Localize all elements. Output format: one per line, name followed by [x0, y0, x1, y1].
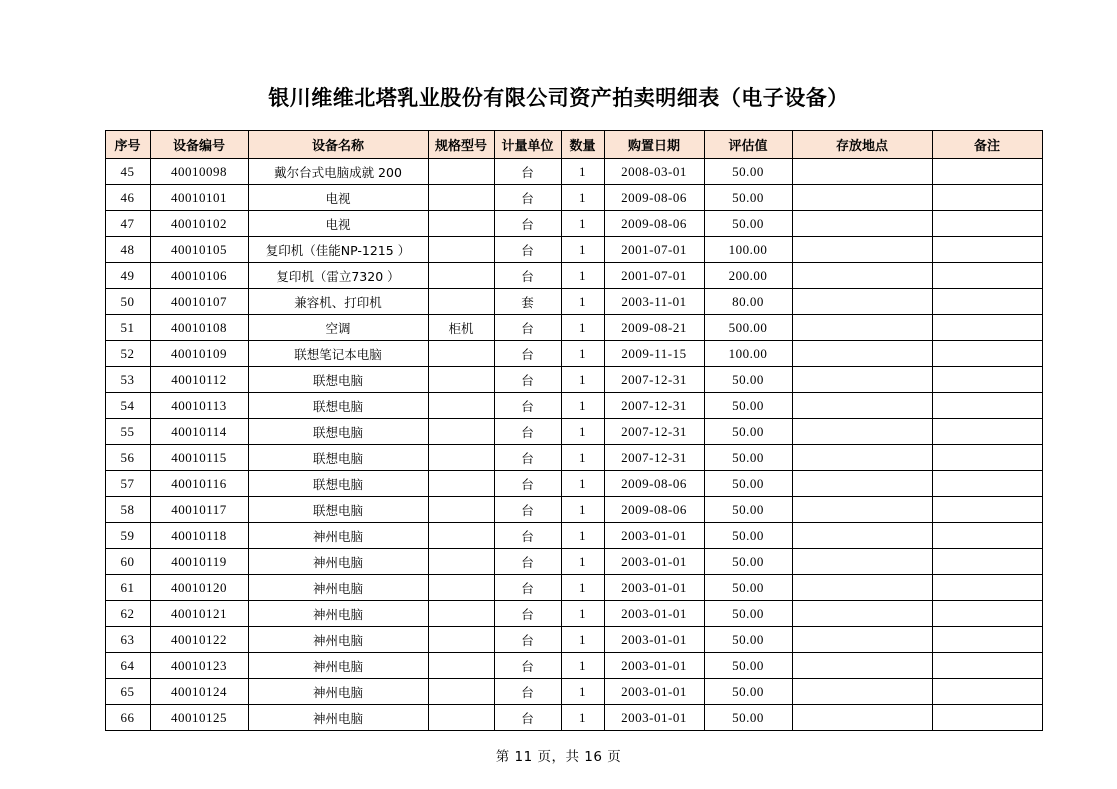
column-header-unit: 计量单位: [494, 131, 561, 159]
cell-index: 57: [105, 471, 150, 497]
cell-qty: 1: [561, 393, 604, 419]
cell-unit: 台: [494, 237, 561, 263]
table-row: [105, 185, 1042, 211]
cell-unit: 台: [494, 549, 561, 575]
cell-name: 电视: [248, 211, 428, 237]
cell-qty: 1: [561, 679, 604, 705]
column-header-value: 评估值: [704, 131, 792, 159]
cell-unit: 台: [494, 315, 561, 341]
cell-value: 50.00: [704, 653, 792, 679]
cell-name: 神州电脑: [248, 601, 428, 627]
cell-unit: 台: [494, 705, 561, 731]
cell-name: 复印机（佳能NP-1215 ）: [248, 237, 428, 263]
cell-index: 58: [105, 497, 150, 523]
cell-spec: [428, 445, 494, 471]
cell-remark: [932, 705, 1042, 731]
cell-code: 40010121: [150, 601, 248, 627]
cell-spec: [428, 497, 494, 523]
cell-code: 40010120: [150, 575, 248, 601]
table-row: [105, 263, 1042, 289]
cell-value: 50.00: [704, 705, 792, 731]
table-row: [105, 523, 1042, 549]
cell-unit: 台: [494, 445, 561, 471]
cell-spec: [428, 523, 494, 549]
cell-date: 2009-08-06: [604, 471, 704, 497]
cell-date: 2009-11-15: [604, 341, 704, 367]
table-row: [105, 549, 1042, 575]
cell-unit: 台: [494, 627, 561, 653]
cell-code: 40010125: [150, 705, 248, 731]
cell-value: 200.00: [704, 263, 792, 289]
cell-spec: [428, 341, 494, 367]
cell-value: 50.00: [704, 185, 792, 211]
cell-code: 40010108: [150, 315, 248, 341]
cell-name: 联想电脑: [248, 445, 428, 471]
cell-place: [792, 705, 932, 731]
cell-index: 50: [105, 289, 150, 315]
cell-code: 40010101: [150, 185, 248, 211]
cell-qty: 1: [561, 523, 604, 549]
cell-code: 40010123: [150, 653, 248, 679]
cell-name: 神州电脑: [248, 575, 428, 601]
cell-spec: [428, 289, 494, 315]
cell-index: 46: [105, 185, 150, 211]
cell-name: 神州电脑: [248, 653, 428, 679]
cell-index: 65: [105, 679, 150, 705]
cell-index: 47: [105, 211, 150, 237]
table-row: [105, 315, 1042, 341]
table-header-row: [105, 131, 1042, 159]
cell-spec: [428, 679, 494, 705]
cell-name: 联想电脑: [248, 471, 428, 497]
cell-value: 50.00: [704, 211, 792, 237]
cell-name: 复印机（雷立7320 ）: [248, 263, 428, 289]
cell-remark: [932, 445, 1042, 471]
column-header-place: 存放地点: [792, 131, 932, 159]
cell-qty: 1: [561, 549, 604, 575]
cell-qty: 1: [561, 159, 604, 185]
cell-qty: 1: [561, 367, 604, 393]
cell-place: [792, 289, 932, 315]
cell-place: [792, 601, 932, 627]
table-row: [105, 341, 1042, 367]
table-row: [105, 419, 1042, 445]
cell-spec: [428, 575, 494, 601]
cell-remark: [932, 185, 1042, 211]
cell-index: 52: [105, 341, 150, 367]
cell-value: 50.00: [704, 601, 792, 627]
cell-name: 兼容机、打印机: [248, 289, 428, 315]
page-title: 银川维维北塔乳业股份有限公司资产拍卖明细表（电子设备）: [268, 86, 849, 110]
cell-unit: 台: [494, 341, 561, 367]
cell-qty: 1: [561, 497, 604, 523]
cell-value: 50.00: [704, 575, 792, 601]
cell-name: 神州电脑: [248, 705, 428, 731]
cell-name: 联想电脑: [248, 419, 428, 445]
cell-remark: [932, 497, 1042, 523]
cell-value: 50.00: [704, 627, 792, 653]
cell-index: 60: [105, 549, 150, 575]
cell-date: 2003-01-01: [604, 653, 704, 679]
cell-qty: 1: [561, 601, 604, 627]
cell-value: 50.00: [704, 549, 792, 575]
cell-name: 神州电脑: [248, 627, 428, 653]
cell-date: 2003-01-01: [604, 523, 704, 549]
table-row: [105, 289, 1042, 315]
cell-place: [792, 419, 932, 445]
cell-name: 空调: [248, 315, 428, 341]
cell-qty: 1: [561, 263, 604, 289]
cell-remark: [932, 159, 1042, 185]
cell-value: 50.00: [704, 445, 792, 471]
cell-value: 50.00: [704, 523, 792, 549]
column-header-index: 序号: [105, 131, 150, 159]
cell-spec: [428, 601, 494, 627]
cell-place: [792, 367, 932, 393]
cell-remark: [932, 601, 1042, 627]
cell-spec: [428, 653, 494, 679]
cell-code: 40010119: [150, 549, 248, 575]
cell-spec: [428, 705, 494, 731]
cell-date: 2003-01-01: [604, 549, 704, 575]
asset-table-container: [105, 130, 1013, 731]
cell-spec: [428, 419, 494, 445]
cell-name: 联想电脑: [248, 393, 428, 419]
cell-qty: 1: [561, 471, 604, 497]
cell-place: [792, 315, 932, 341]
cell-qty: 1: [561, 289, 604, 315]
cell-remark: [932, 679, 1042, 705]
cell-remark: [932, 523, 1042, 549]
cell-index: 66: [105, 705, 150, 731]
table-row: [105, 601, 1042, 627]
cell-spec: [428, 211, 494, 237]
cell-place: [792, 523, 932, 549]
cell-code: 40010112: [150, 367, 248, 393]
cell-remark: [932, 549, 1042, 575]
cell-code: 40010098: [150, 159, 248, 185]
cell-unit: 台: [494, 601, 561, 627]
cell-unit: 台: [494, 367, 561, 393]
cell-value: 50.00: [704, 497, 792, 523]
cell-code: 40010118: [150, 523, 248, 549]
cell-remark: [932, 211, 1042, 237]
cell-date: 2009-08-06: [604, 497, 704, 523]
table-row: [105, 497, 1042, 523]
cell-code: 40010114: [150, 419, 248, 445]
cell-code: 40010113: [150, 393, 248, 419]
cell-date: 2001-07-01: [604, 237, 704, 263]
cell-value: 50.00: [704, 471, 792, 497]
cell-value: 500.00: [704, 315, 792, 341]
cell-unit: 台: [494, 653, 561, 679]
cell-name: 神州电脑: [248, 523, 428, 549]
cell-spec: 柜机: [428, 315, 494, 341]
cell-value: 50.00: [704, 393, 792, 419]
cell-index: 64: [105, 653, 150, 679]
cell-place: [792, 627, 932, 653]
cell-name: 电视: [248, 185, 428, 211]
cell-date: 2003-01-01: [604, 575, 704, 601]
cell-remark: [932, 289, 1042, 315]
table-row: [105, 237, 1042, 263]
cell-date: 2007-12-31: [604, 419, 704, 445]
cell-code: 40010106: [150, 263, 248, 289]
cell-index: 51: [105, 315, 150, 341]
cell-code: 40010115: [150, 445, 248, 471]
table-row: [105, 575, 1042, 601]
cell-value: 100.00: [704, 237, 792, 263]
table-row: [105, 393, 1042, 419]
cell-date: 2009-08-21: [604, 315, 704, 341]
cell-date: 2003-01-01: [604, 627, 704, 653]
cell-date: 2003-01-01: [604, 679, 704, 705]
cell-index: 55: [105, 419, 150, 445]
cell-date: 2003-01-01: [604, 705, 704, 731]
cell-unit: 台: [494, 211, 561, 237]
cell-place: [792, 497, 932, 523]
table-row: [105, 211, 1042, 237]
cell-remark: [932, 315, 1042, 341]
cell-unit: 台: [494, 471, 561, 497]
cell-code: 40010102: [150, 211, 248, 237]
column-header-name: 设备名称: [248, 131, 428, 159]
table-row: [105, 367, 1042, 393]
cell-spec: [428, 367, 494, 393]
cell-date: 2007-12-31: [604, 393, 704, 419]
cell-place: [792, 471, 932, 497]
cell-date: 2009-08-06: [604, 185, 704, 211]
cell-remark: [932, 653, 1042, 679]
cell-name: 神州电脑: [248, 549, 428, 575]
cell-unit: 台: [494, 419, 561, 445]
cell-qty: 1: [561, 211, 604, 237]
cell-date: 2008-03-01: [604, 159, 704, 185]
column-header-code: 设备编号: [150, 131, 248, 159]
cell-place: [792, 341, 932, 367]
cell-place: [792, 653, 932, 679]
cell-date: 2007-12-31: [604, 367, 704, 393]
cell-place: [792, 393, 932, 419]
cell-value: 50.00: [704, 367, 792, 393]
cell-qty: 1: [561, 705, 604, 731]
cell-date: 2001-07-01: [604, 263, 704, 289]
cell-date: 2003-11-01: [604, 289, 704, 315]
cell-qty: 1: [561, 419, 604, 445]
cell-code: 40010124: [150, 679, 248, 705]
cell-qty: 1: [561, 445, 604, 471]
cell-remark: [932, 237, 1042, 263]
table-row: [105, 445, 1042, 471]
cell-index: 63: [105, 627, 150, 653]
cell-unit: 台: [494, 263, 561, 289]
cell-name: 联想电脑: [248, 367, 428, 393]
cell-place: [792, 159, 932, 185]
table-row: [105, 653, 1042, 679]
cell-remark: [932, 263, 1042, 289]
table-row: [105, 159, 1042, 185]
cell-remark: [932, 367, 1042, 393]
cell-unit: 台: [494, 159, 561, 185]
column-header-remark: 备注: [932, 131, 1042, 159]
asset-table-body: [105, 159, 1042, 731]
table-row: [105, 705, 1042, 731]
cell-unit: 套: [494, 289, 561, 315]
cell-spec: [428, 471, 494, 497]
cell-value: 50.00: [704, 679, 792, 705]
cell-remark: [932, 393, 1042, 419]
cell-code: 40010105: [150, 237, 248, 263]
cell-place: [792, 575, 932, 601]
cell-place: [792, 263, 932, 289]
cell-code: 40010122: [150, 627, 248, 653]
page-footer: 第 11 页，共 16 页: [495, 749, 622, 765]
cell-index: 45: [105, 159, 150, 185]
cell-code: 40010107: [150, 289, 248, 315]
cell-remark: [932, 419, 1042, 445]
cell-remark: [932, 341, 1042, 367]
column-header-spec: 规格型号: [428, 131, 494, 159]
cell-spec: [428, 393, 494, 419]
cell-remark: [932, 471, 1042, 497]
cell-qty: 1: [561, 341, 604, 367]
cell-spec: [428, 237, 494, 263]
cell-code: 40010117: [150, 497, 248, 523]
cell-date: 2009-08-06: [604, 211, 704, 237]
cell-date: 2003-01-01: [604, 601, 704, 627]
cell-spec: [428, 185, 494, 211]
cell-place: [792, 185, 932, 211]
cell-unit: 台: [494, 523, 561, 549]
cell-place: [792, 211, 932, 237]
cell-value: 80.00: [704, 289, 792, 315]
cell-place: [792, 445, 932, 471]
cell-qty: 1: [561, 237, 604, 263]
cell-unit: 台: [494, 393, 561, 419]
cell-date: 2007-12-31: [604, 445, 704, 471]
cell-index: 49: [105, 263, 150, 289]
cell-name: 戴尔台式电脑成就 200: [248, 159, 428, 185]
cell-qty: 1: [561, 185, 604, 211]
cell-place: [792, 237, 932, 263]
cell-place: [792, 549, 932, 575]
column-header-date: 购置日期: [604, 131, 704, 159]
cell-code: 40010116: [150, 471, 248, 497]
cell-spec: [428, 263, 494, 289]
cell-qty: 1: [561, 575, 604, 601]
cell-remark: [932, 627, 1042, 653]
cell-remark: [932, 575, 1042, 601]
table-row: [105, 679, 1042, 705]
cell-name: 联想笔记本电脑: [248, 341, 428, 367]
cell-index: 61: [105, 575, 150, 601]
cell-qty: 1: [561, 315, 604, 341]
table-row: [105, 627, 1042, 653]
asset-detail-table: [105, 130, 1043, 731]
cell-qty: 1: [561, 627, 604, 653]
cell-index: 59: [105, 523, 150, 549]
cell-qty: 1: [561, 653, 604, 679]
cell-index: 62: [105, 601, 150, 627]
cell-name: 联想电脑: [248, 497, 428, 523]
cell-value: 50.00: [704, 159, 792, 185]
cell-unit: 台: [494, 679, 561, 705]
cell-index: 53: [105, 367, 150, 393]
cell-unit: 台: [494, 575, 561, 601]
cell-value: 100.00: [704, 341, 792, 367]
cell-unit: 台: [494, 185, 561, 211]
cell-spec: [428, 549, 494, 575]
cell-name: 神州电脑: [248, 679, 428, 705]
cell-spec: [428, 627, 494, 653]
table-row: [105, 471, 1042, 497]
cell-index: 48: [105, 237, 150, 263]
cell-spec: [428, 159, 494, 185]
cell-index: 56: [105, 445, 150, 471]
cell-value: 50.00: [704, 419, 792, 445]
cell-place: [792, 679, 932, 705]
cell-unit: 台: [494, 497, 561, 523]
cell-code: 40010109: [150, 341, 248, 367]
column-header-qty: 数量: [561, 131, 604, 159]
cell-index: 54: [105, 393, 150, 419]
